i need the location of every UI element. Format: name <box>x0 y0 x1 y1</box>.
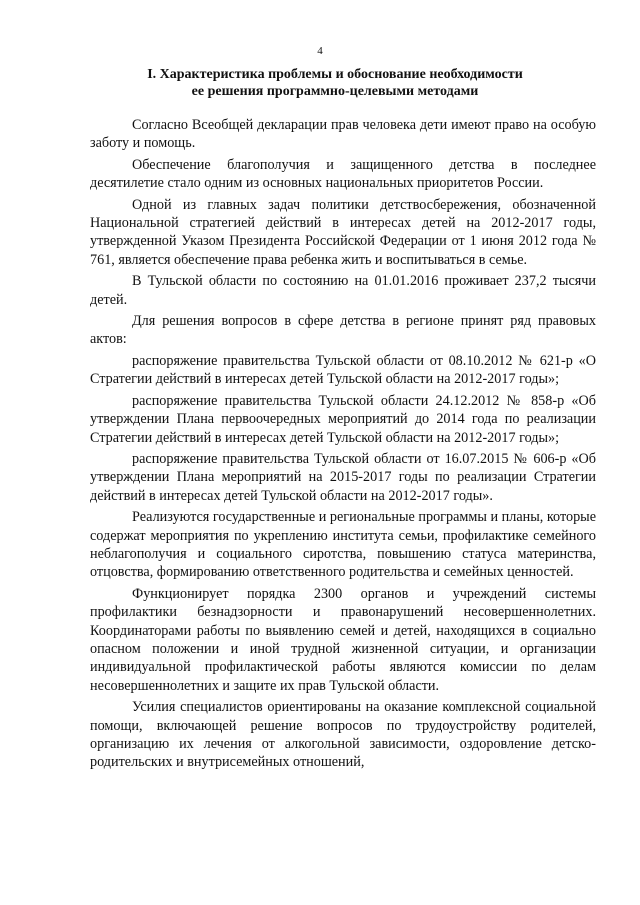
page-number: 4 <box>317 45 323 57</box>
section-heading <box>90 66 580 100</box>
section-heading-line-1: I. Характеристика проблемы и обоснование необходимости <box>147 67 523 82</box>
paragraph: Обеспечение благополучия и защищенного детства в последнее десятилетие стало одним из основных национальных приоритетов России. <box>90 156 596 192</box>
paragraph: распоряжение правительства Тульской области от 08.10.2012 № 621-р «О Стратегии действий в интересах детей Тульской области на 2012-2017 годы»; <box>90 352 596 388</box>
document-body <box>90 116 596 775</box>
paragraph: Реализуются государственные и региональные программы и планы, которые содержат мероприятия по укреплению института семьи, профилактике семейного неблагополучия и социального сиротства, повышению статуса материнства, отцовства, формированию ответственного родительства и семейных ценностей. <box>90 509 596 581</box>
section-heading-line-2: ее решения программно-целевыми методами <box>191 84 479 99</box>
paragraph: В Тульской области по состоянию на 01.01.2016 проживает 237,2 тысячи детей. <box>90 273 596 308</box>
paragraph: распоряжение правительства Тульской области 24.12.2012 № 858-р «Об утверждении Плана первоочередных мероприятий до 2014 года по реализации Стратегии действий в интересах детей Тульской области на 2012-2017 годы»; <box>90 392 596 446</box>
paragraph: Функционирует порядка 2300 органов и учреждений системы профилактики безнадзорности и правонарушений несовершеннолетних. Координаторами работы по выявлению семей и детей, находящихся в социально опасном положении и иной трудной жизненной ситуации, и организации индивидуальной профилактической работы являются комиссии по делам несовершеннолетних и защите их прав Тульской области. <box>90 585 596 694</box>
paragraph: распоряжение правительства Тульской области от 16.07.2015 № 606-р «Об утверждении Плана мероприятий на 2015-2017 годы по реализации Стратегии действий в интересах детей Тульской области на 2012-2017 годы». <box>90 450 596 504</box>
paragraph: Одной из главных задач политики детствосбережения, обозначенной Национальной стратегией действий в интересах детей на 2012-2017 годы, утвержденной Указом Президента Российской Федерации от 1 июня 2012 года № 761, является обеспечение права ребенка жить и воспитываться в семье. <box>90 196 596 268</box>
paragraph: Согласно Всеобщей декларации прав человека дети имеют право на особую заботу и помощь. <box>90 117 596 152</box>
paragraph: Для решения вопросов в сфере детства в регионе принят ряд правовых актов: <box>90 313 596 348</box>
paragraph: Усилия специалистов ориентированы на оказание комплексной социальной помощи, включающей решение вопросов по трудоустройству родителей, организацию их лечения от алкогольной зависимости, оздоровление детско-родительских и внутрисемейных отношений, <box>90 699 596 771</box>
